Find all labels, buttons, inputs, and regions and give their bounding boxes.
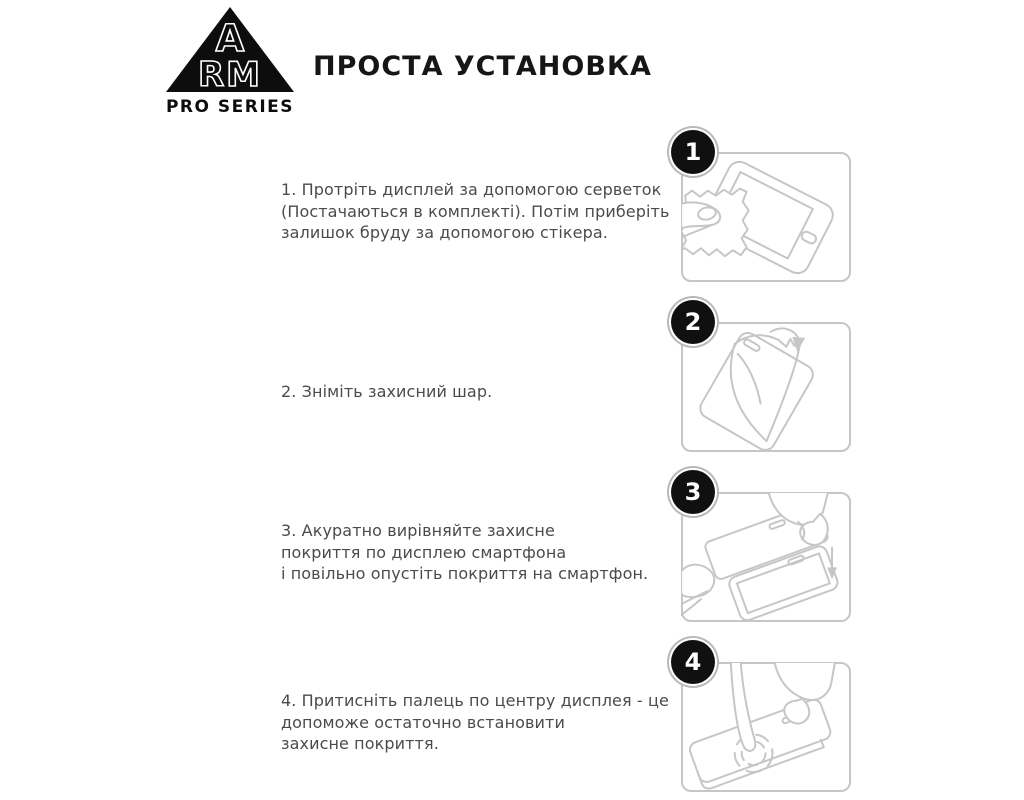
arm-logo-icon	[163, 5, 297, 117]
step-3-line-3: і повільно опустіть покриття на смартфон.	[281, 564, 649, 583]
step-2-instructions	[281, 381, 676, 403]
step-3-illustration-box	[681, 492, 851, 622]
step-3-instructions	[281, 520, 676, 585]
page-title: ПРОСТА УСТАНОВКА	[313, 51, 652, 82]
step-4-line-1: 4. Притисніть палець по центру дисплея - це	[281, 691, 669, 710]
arm-pro-series-logo	[163, 5, 297, 117]
step-1-badge	[671, 130, 715, 174]
step-1-number: 1	[684, 138, 702, 166]
step-1-line-3: залишок бруду за допомогою стікера.	[281, 223, 608, 242]
step-2-line-1: 2. Зніміть захисний шар.	[281, 382, 493, 401]
press-finger-on-center-icon	[681, 662, 851, 792]
step-1-illustration-box	[681, 152, 851, 282]
peel-protective-layer-icon	[681, 322, 851, 452]
step-4-line-3: захисне покриття.	[281, 734, 439, 753]
logo-letters-rm: RM	[197, 55, 263, 95]
step-1-line-2: (Постачаються в комплекті). Потім приберіть	[281, 201, 670, 221]
step-4-line-2: допоможе остаточно встановити	[281, 712, 565, 732]
logo-letter-a: A	[215, 17, 245, 60]
step-2-number: 2	[684, 308, 702, 336]
step-4-illustration-box	[681, 662, 851, 792]
logo-subtitle: PRO SERIES	[165, 97, 295, 117]
step-1-instructions	[281, 179, 676, 244]
step-1-line-1: 1. Протріть дисплей за допомогою серветок	[281, 180, 662, 199]
step-4-number: 4	[684, 648, 702, 676]
align-glass-over-smartphone-icon	[681, 492, 851, 622]
step-4-instructions	[281, 690, 676, 755]
step-4-badge	[671, 640, 715, 684]
step-2-illustration-box	[681, 322, 851, 452]
step-3-number: 3	[684, 478, 702, 506]
step-3-line-2: покриття по дисплею смартфона	[281, 542, 567, 562]
wipe-display-with-cloth-icon	[681, 152, 851, 282]
step-3-badge	[671, 470, 715, 514]
step-2-badge	[671, 300, 715, 344]
step-3-line-1: 3. Акуратно вирівняйте захисне	[281, 521, 555, 540]
